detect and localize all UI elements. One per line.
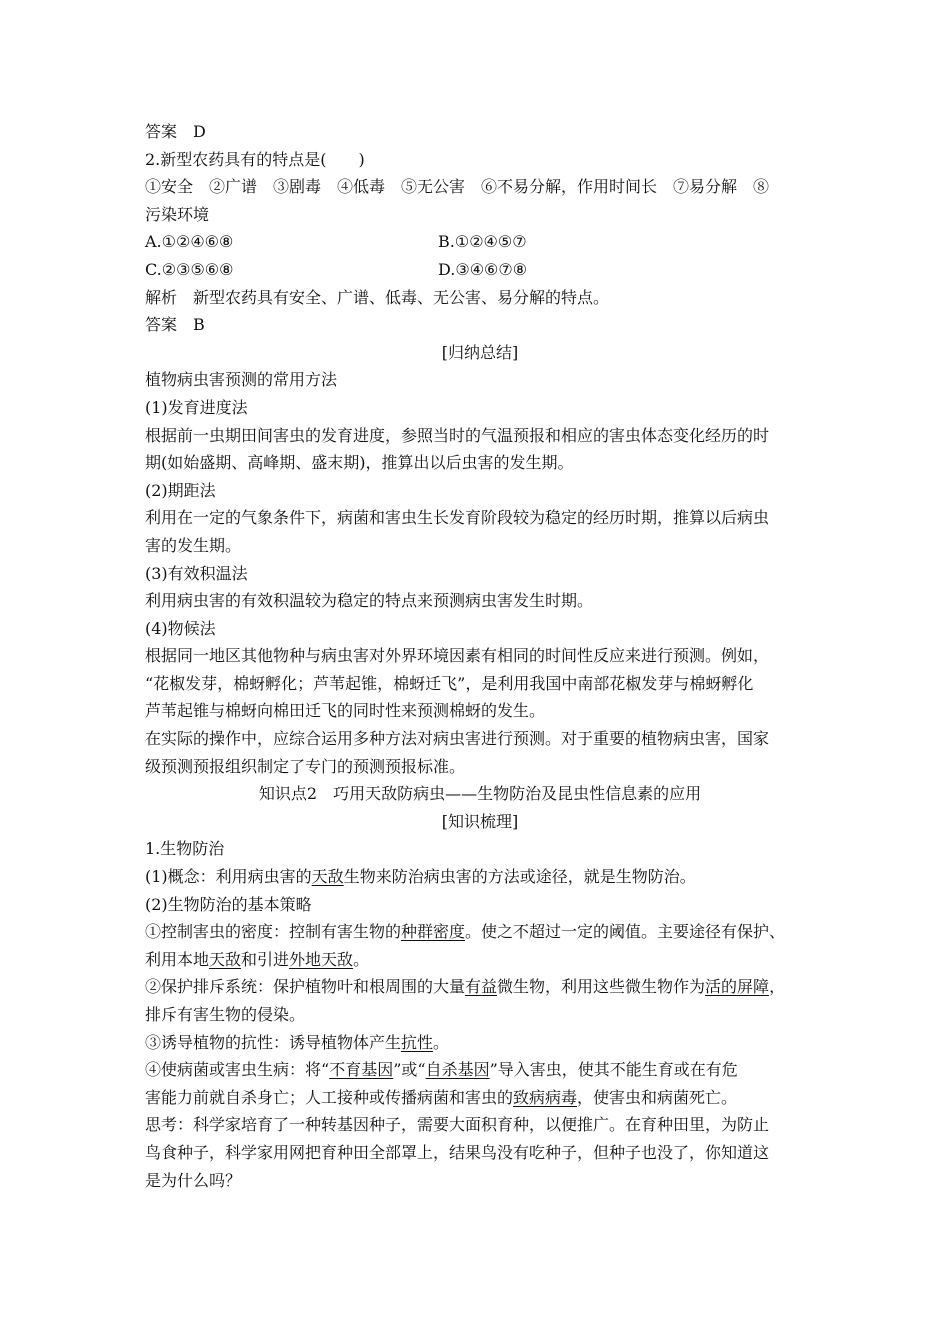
strategy4-blank3: 致病病毒 xyxy=(513,1087,578,1107)
method1-line2: 期(如始盛期、高峰期、盛末期)，推算出以后虫害的发生期。 xyxy=(145,453,574,473)
strategy1-blank1: 种群密度 xyxy=(401,922,466,942)
strategy2-text-c: ， xyxy=(769,977,786,997)
q2-stem: 2.新型农药具有的特点是( ) xyxy=(145,149,365,169)
kp2-title: 知识点2 巧用天敌防病虫——生物防治及昆虫性信息素的应用 xyxy=(258,784,702,804)
strategy3-line xyxy=(145,1029,815,1057)
strategy1-text-e: 。 xyxy=(353,949,370,969)
strategy3-blank: 抗性 xyxy=(401,1032,434,1052)
strategy4-blank2: 自杀基因 xyxy=(425,1060,490,1080)
method3-title: (3)有效积温法 xyxy=(145,563,248,583)
choice-d: D.③④⑥⑦⑧ xyxy=(438,259,528,279)
method3-line1: 利用病虫害的有效积温较为稳定的特点来预测病虫害发生时期。 xyxy=(145,591,594,611)
kp2-heading: [知识梳理] xyxy=(441,811,519,831)
strategy-title: (2)生物防治的基本策略 xyxy=(145,894,312,914)
method4-line2: “花椒发芽，棉蚜孵化；芦苇起锥，棉蚜迁飞”，是利用我国中南部花椒发芽与棉蚜孵化 xyxy=(145,673,754,693)
strategy4-text-b: ”或“ xyxy=(393,1060,426,1080)
method2-line2: 害的发生期。 xyxy=(145,535,242,555)
method4-line3: 芦苇起锥与棉蚜向棉田迁飞的同时性来预测棉蚜的发生。 xyxy=(145,701,546,721)
q2-choices-row2 xyxy=(145,256,815,284)
think-line1: 思考：科学家培育了一种转基因种子，需要大面积育种，以便推广。在育种田里，为防止 xyxy=(145,1115,770,1135)
strategy2-blank2: 活的屏障 xyxy=(705,977,770,997)
strategy2-text-a: ②保护排斥系统：保护植物叶和根周围的大量 xyxy=(145,977,466,997)
strategy3-text-b: 。 xyxy=(433,1032,450,1052)
q2-options-line2: 污染环境 xyxy=(145,204,210,224)
summary-heading: [归纳总结] xyxy=(441,342,519,362)
strategy4-text-e: ，使害虫和病菌死亡。 xyxy=(577,1087,738,1107)
q1-answer: 答案 D xyxy=(145,122,206,141)
document-page xyxy=(145,118,815,1194)
method2-title: (2)期距法 xyxy=(145,480,216,500)
concept-line xyxy=(145,863,815,891)
concept-text-b: 生物来防治病虫害的方法或途径，就是生物防治。 xyxy=(343,867,696,887)
strategy3-text-a: ③诱导植物的抗性：诱导植物体产生 xyxy=(145,1032,402,1052)
strategy4-text-a: ④使病菌或害虫生病：将“ xyxy=(145,1060,330,1080)
choice-c: C.②③⑤⑥⑧ xyxy=(145,259,234,279)
strategy2-line1 xyxy=(145,973,815,1001)
strategy1-text-a: ①控制害虫的密度：控制有害生物的 xyxy=(145,922,402,942)
summary-title: 植物病虫害预测的常用方法 xyxy=(145,370,338,390)
strategy1-line1 xyxy=(145,918,815,946)
concept-blank: 天敌 xyxy=(311,867,344,887)
strategy1-text-b: 。使之不超过一定的阈值。主要途径有保护、 xyxy=(465,922,786,942)
method1-title: (1)发育进度法 xyxy=(145,397,248,417)
method2-line1: 利用在一定的气象条件下，病菌和害虫生长发育阶段较为稳定的经历时期，推算以后病虫 xyxy=(145,508,770,528)
choice-b: B.①②④⑤⑦ xyxy=(438,232,527,252)
think-line3: 是为什么吗？ xyxy=(145,1170,242,1190)
q2-choices-row1 xyxy=(145,228,815,256)
think-line2: 鸟食种子，科学家用网把育种田全部罩上，结果鸟没有吃种子，但种子也没了，你知道这 xyxy=(145,1142,770,1162)
choice-a: A.①②④⑥⑧ xyxy=(145,232,234,252)
strategy4-text-c: ”导入害虫，使其不能生育或在有危 xyxy=(489,1060,738,1080)
strategy1-line2 xyxy=(145,946,815,974)
q2-options-line1: ①安全 ②广谱 ③剧毒 ④低毒 ⑤无公害 ⑥不易分解，作用时间长 ⑦易分解 ⑧ xyxy=(145,177,770,197)
strategy1-blank3: 外地天敌 xyxy=(289,949,354,969)
strategy4-line2 xyxy=(145,1084,815,1112)
section1-title: 1.生物防治 xyxy=(145,839,225,859)
strategy4-blank1: 不育基因 xyxy=(329,1060,394,1080)
strategy2-blank1: 有益 xyxy=(465,977,498,997)
strategy4-line1 xyxy=(145,1056,815,1084)
method1-line1: 根据前一虫期田间害虫的发育进度，参照当时的气温预报和相应的害虫体态变化经历的时 xyxy=(145,425,770,445)
q2-analysis: 解析 新型农药具有安全、广谱、低毒、无公害、易分解的特点。 xyxy=(145,287,610,307)
method4-title: (4)物候法 xyxy=(145,618,216,638)
concept-text-a: (1)概念：利用病虫害的 xyxy=(145,867,312,887)
strategy2-line2: 排斥有害生物的侵染。 xyxy=(145,1005,306,1024)
strategy1-text-d: 和引进 xyxy=(241,949,290,969)
strategy1-text-c: 利用本地 xyxy=(145,949,210,969)
strategy4-text-d: 害能力前就自杀身亡；人工接种或传播病菌和害虫的 xyxy=(145,1087,514,1107)
strategy2-text-b: 微生物，利用这些微生物作为 xyxy=(497,977,706,997)
practice-line2: 级预测预报组织制定了专门的预测预报标准。 xyxy=(145,756,466,776)
q2-answer: 答案 B xyxy=(145,315,205,335)
method4-line1: 根据同一地区其他物种与病虫害对外界环境因素有相同的时间性反应来进行预测。例如， xyxy=(145,646,770,666)
practice-line1: 在实际的操作中，应综合运用多种方法对病虫害进行预测。对于重要的植物病虫害，国家 xyxy=(145,729,770,749)
strategy1-blank2: 天敌 xyxy=(209,949,242,969)
